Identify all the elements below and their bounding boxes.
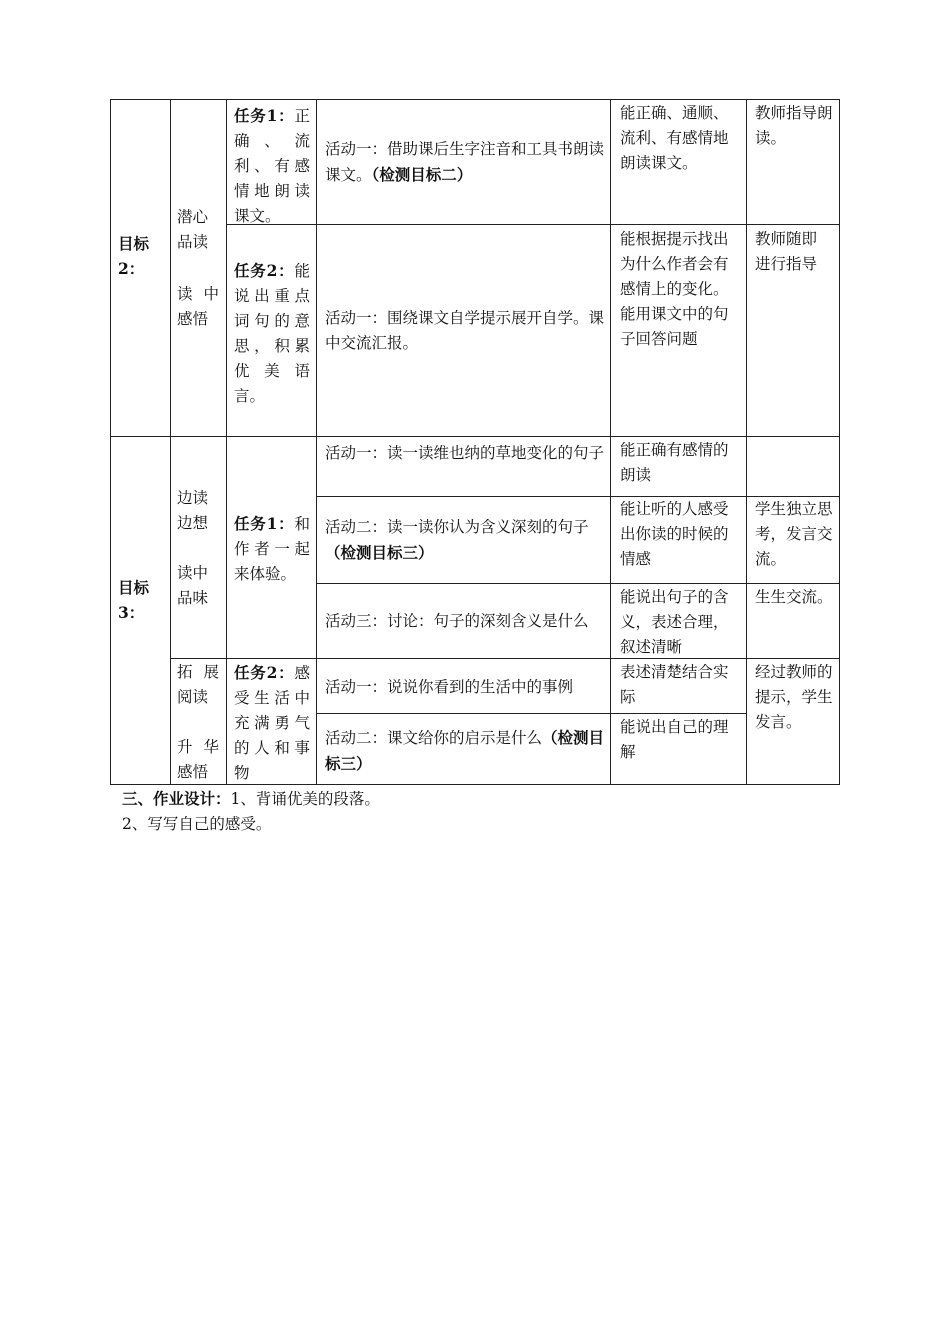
task-text: 能说出重点词句的意思，积累优美语言。 bbox=[234, 262, 310, 405]
goal2-task1-method: 教师指导朗读。 bbox=[755, 104, 833, 147]
row-divider bbox=[110, 436, 839, 437]
homework-item: 1、背诵优美的段落。 bbox=[230, 790, 380, 808]
goal3-act3-method: 生生交流。 bbox=[755, 588, 833, 606]
goal2-sub-stage: 读中感悟 bbox=[177, 285, 219, 328]
table-border-right bbox=[839, 99, 840, 785]
row-divider bbox=[316, 583, 839, 584]
goal3-sub-stage1: 读中品味 bbox=[177, 564, 209, 607]
activity-tag: （检测目标三） bbox=[325, 543, 434, 562]
table-border-top bbox=[110, 99, 839, 100]
goal3-task2 bbox=[234, 660, 310, 786]
goal3-stage2: 拓展阅读 bbox=[177, 663, 219, 706]
col-divider bbox=[170, 99, 171, 785]
activity-text: 活动一：借助课后生字注音和工具书朗读课文。 bbox=[325, 140, 605, 184]
table-border-bottom bbox=[110, 784, 839, 785]
task-prefix: 任务1： bbox=[234, 106, 295, 125]
task-text: 感受生活中充满勇气的人和事物 bbox=[234, 664, 310, 782]
goal2-task1 bbox=[234, 103, 310, 229]
table-border-left bbox=[110, 99, 111, 785]
activity-tag: （检测目标二） bbox=[371, 165, 473, 184]
goal2-stage: 潜心品读 bbox=[177, 208, 209, 251]
goal3-sub-stage2: 升华感悟 bbox=[177, 738, 219, 781]
goal2-task1-activity bbox=[325, 137, 605, 188]
goal2-task2 bbox=[234, 258, 310, 409]
goal2-task2-activity: 活动一：围绕课文自学提示展开自学。课中交流汇报。 bbox=[325, 309, 605, 352]
homework-line2 bbox=[122, 812, 271, 836]
activity-text: 活动二：读一读你认为含义深刻的句子 bbox=[325, 518, 589, 536]
task-prefix: 任务2： bbox=[234, 261, 295, 280]
goal3-stage1: 边读边想 bbox=[177, 489, 209, 532]
task-text: 和作者一起来体验。 bbox=[234, 515, 310, 583]
row-divider bbox=[316, 713, 746, 714]
col-divider bbox=[226, 99, 227, 785]
task-text: 正确、流利、有感情地朗读课文。 bbox=[234, 107, 310, 225]
col-divider bbox=[746, 99, 747, 785]
goal3-act1-eval: 能正确有感情的朗读 bbox=[620, 441, 729, 484]
goal3-task2-method: 经过教师的提示，学生发言。 bbox=[755, 663, 833, 731]
goal3-act2 bbox=[325, 515, 607, 566]
goal3-act2-eval: 能让听的人感受出你读的时候的情感 bbox=[620, 500, 729, 568]
homework-title: 三、作业设计： bbox=[122, 789, 231, 808]
goal3-act1: 活动一：读一读维也纳的草地变化的句子 bbox=[325, 444, 605, 462]
goal3-act5 bbox=[325, 725, 609, 777]
task-prefix: 任务2： bbox=[234, 663, 295, 682]
goal3-act2-method: 学生独立思考，发言交流。 bbox=[755, 500, 833, 568]
homework-line1 bbox=[122, 787, 380, 811]
row-divider bbox=[226, 224, 839, 225]
col-divider bbox=[316, 99, 317, 785]
goal3-label: 目标3： bbox=[118, 578, 150, 622]
goal3-act3-eval: 能说出句子的含义，表述合理，叙述清晰 bbox=[620, 588, 729, 656]
goal3-act3: 活动三：讨论：句子的深刻含义是什么 bbox=[325, 612, 589, 630]
goal2-task2-method: 教师随即进行指导 bbox=[755, 230, 818, 273]
goal2-task1-eval: 能正确、通顺、流利、有感情地朗读课文。 bbox=[620, 104, 729, 172]
goal3-task1 bbox=[234, 511, 310, 587]
goal2-label: 目标2： bbox=[118, 234, 150, 278]
activity-tag: （检测目标三） bbox=[325, 728, 605, 773]
goal3-act4-eval: 表述清楚结合实际 bbox=[620, 663, 729, 706]
activity-text: 活动二：课文给你的启示是什么 bbox=[325, 729, 543, 747]
goal2-task2-eval: 能根据提示找出为什么作者会有感情上的变化。能用课文中的句子回答问题 bbox=[620, 230, 729, 348]
task-prefix: 任务1： bbox=[234, 514, 295, 533]
goal3-act5-eval: 能说出自己的理解 bbox=[620, 718, 729, 761]
goal3-act4: 活动一：说说你看到的生活中的事例 bbox=[325, 678, 574, 696]
col-divider bbox=[610, 99, 611, 785]
homework-item: 2、写写自己的感受。 bbox=[122, 815, 272, 833]
